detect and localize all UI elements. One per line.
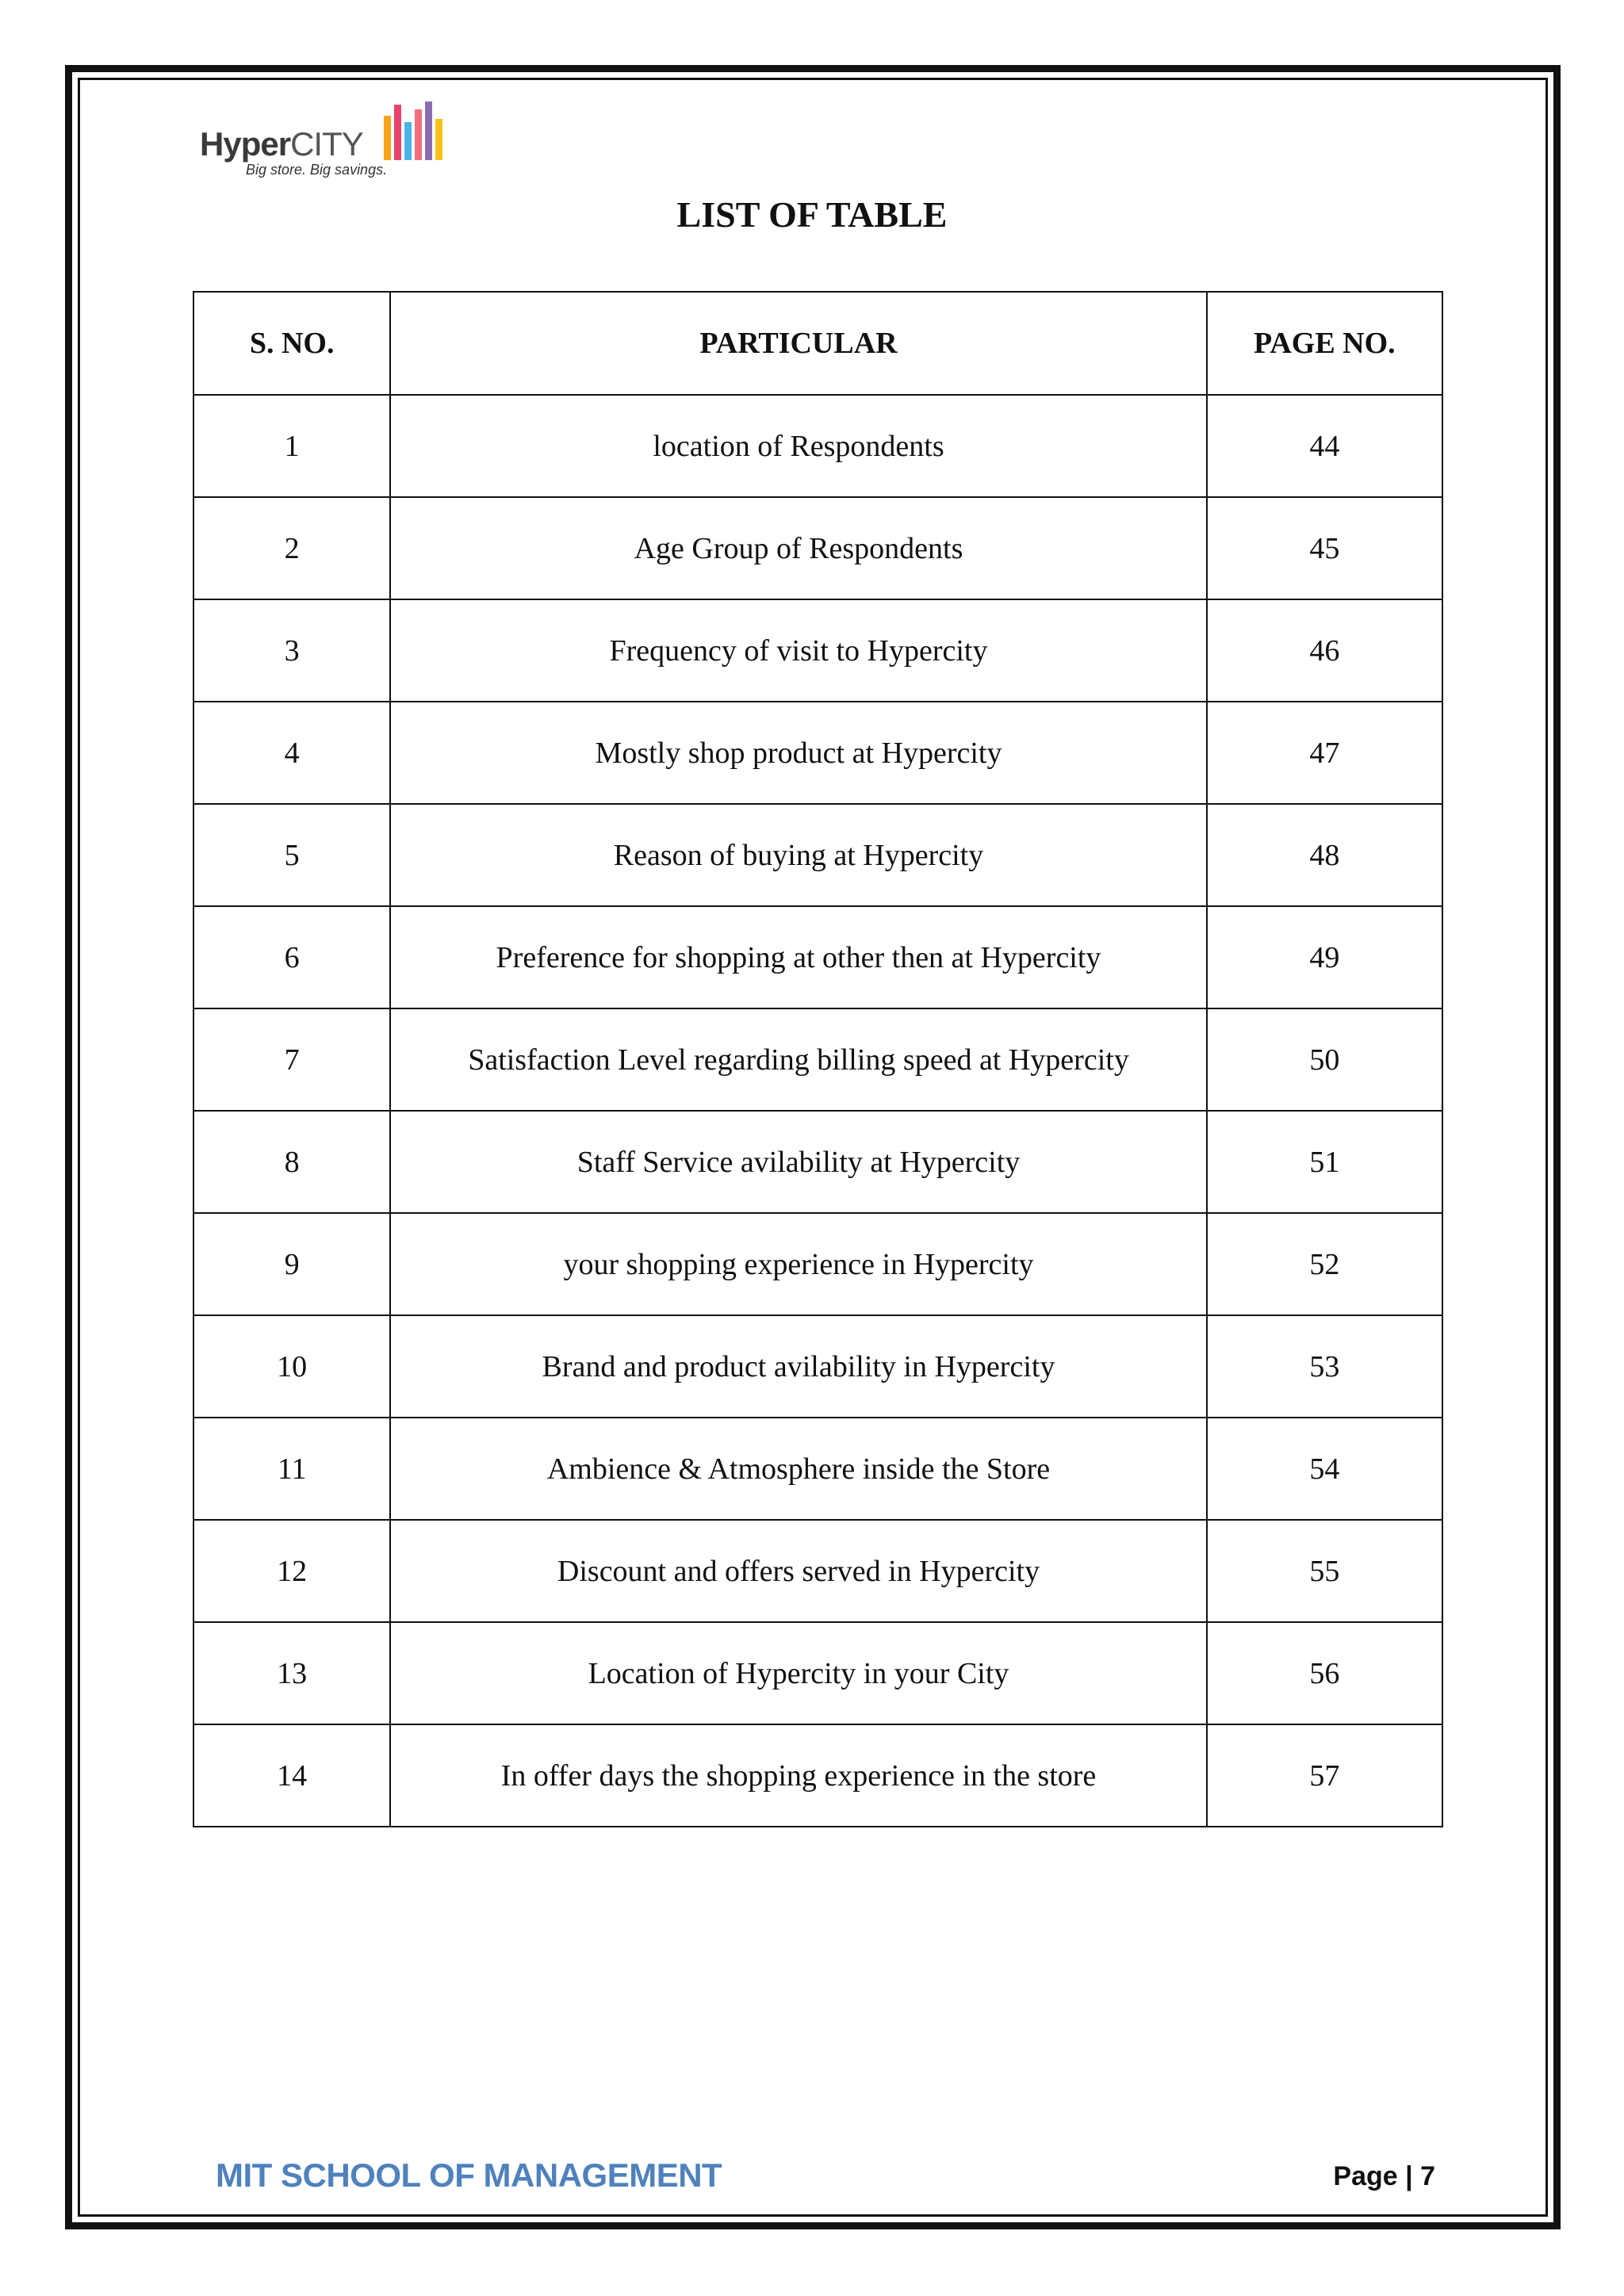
cell-page-no: 47 — [1207, 702, 1442, 804]
cell-sno: 11 — [193, 1418, 390, 1520]
cell-particular: Discount and offers served in Hypercity — [390, 1520, 1206, 1622]
cell-page-no: 50 — [1207, 1008, 1442, 1111]
header-particular: PARTICULAR — [390, 292, 1206, 395]
cell-particular: Location of Hypercity in your City — [390, 1622, 1206, 1724]
cell-particular: Ambience & Atmosphere inside the Store — [390, 1418, 1206, 1520]
table-row — [193, 1622, 1442, 1724]
table-row — [193, 702, 1442, 804]
cell-sno: 8 — [193, 1111, 390, 1213]
cell-particular: In offer days the shopping experience in the store — [390, 1724, 1206, 1827]
cell-page-no: 48 — [1207, 804, 1442, 906]
cell-page-no: 55 — [1207, 1520, 1442, 1622]
cell-sno: 14 — [193, 1724, 390, 1827]
cell-particular: Age Group of Respondents — [390, 497, 1206, 599]
logo-word-city: CITY — [290, 125, 363, 163]
cell-page-no: 45 — [1207, 497, 1442, 599]
cell-page-no: 44 — [1207, 395, 1442, 497]
table-row — [193, 599, 1442, 702]
logo-bars-icon — [382, 98, 454, 162]
table-row — [193, 1724, 1442, 1827]
list-of-tables — [193, 291, 1443, 1827]
table-row — [193, 1315, 1442, 1418]
cell-page-no: 57 — [1207, 1724, 1442, 1827]
header-sno: S. NO. — [193, 292, 390, 395]
cell-particular: Mostly shop product at Hypercity — [390, 702, 1206, 804]
cell-sno: 2 — [193, 497, 390, 599]
cell-sno: 9 — [193, 1213, 390, 1315]
cell-sno: 12 — [193, 1520, 390, 1622]
logo-wordmark — [200, 125, 363, 163]
page-title: LIST OF TABLE — [676, 194, 948, 235]
cell-particular: Reason of buying at Hypercity — [390, 804, 1206, 906]
cell-page-no: 49 — [1207, 906, 1442, 1008]
table-row — [193, 1213, 1442, 1315]
cell-sno: 4 — [193, 702, 390, 804]
cell-sno: 5 — [193, 804, 390, 906]
logo-word-hyper: Hyper — [200, 125, 291, 163]
table-row — [193, 1111, 1442, 1213]
cell-sno: 1 — [193, 395, 390, 497]
cell-particular: Preference for shopping at other then at Hypercity — [390, 906, 1206, 1008]
cell-page-no: 54 — [1207, 1418, 1442, 1520]
cell-particular: Brand and product avilability in Hypercity — [390, 1315, 1206, 1418]
cell-particular: Satisfaction Level regarding billing speed at Hypercity — [390, 1008, 1206, 1111]
cell-particular: location of Respondents — [390, 395, 1206, 497]
footer-school-name: MIT SCHOOL OF MANAGEMENT — [216, 2156, 722, 2194]
cell-page-no: 46 — [1207, 599, 1442, 702]
cell-sno: 3 — [193, 599, 390, 702]
header-page-no: PAGE NO. — [1207, 292, 1442, 395]
cell-sno: 10 — [193, 1315, 390, 1418]
cell-page-no: 53 — [1207, 1315, 1442, 1418]
cell-page-no: 51 — [1207, 1111, 1442, 1213]
cell-sno: 6 — [193, 906, 390, 1008]
table-row — [193, 1008, 1442, 1111]
cell-sno: 13 — [193, 1622, 390, 1724]
footer-page-number: Page | 7 — [1333, 2161, 1435, 2191]
cell-particular: Staff Service avilability at Hypercity — [390, 1111, 1206, 1213]
table-header-row — [193, 292, 1442, 395]
cell-page-no: 56 — [1207, 1622, 1442, 1724]
cell-page-no: 52 — [1207, 1213, 1442, 1315]
table-row — [193, 497, 1442, 599]
table-row — [193, 395, 1442, 497]
cell-particular: your shopping experience in Hypercity — [390, 1213, 1206, 1315]
logo-tagline: Big store. Big savings. — [246, 162, 388, 178]
hypercity-logo — [200, 94, 454, 181]
table-row — [193, 1520, 1442, 1622]
table-row — [193, 1418, 1442, 1520]
table-row — [193, 804, 1442, 906]
cell-particular: Frequency of visit to Hypercity — [390, 599, 1206, 702]
table-row — [193, 906, 1442, 1008]
cell-sno: 7 — [193, 1008, 390, 1111]
